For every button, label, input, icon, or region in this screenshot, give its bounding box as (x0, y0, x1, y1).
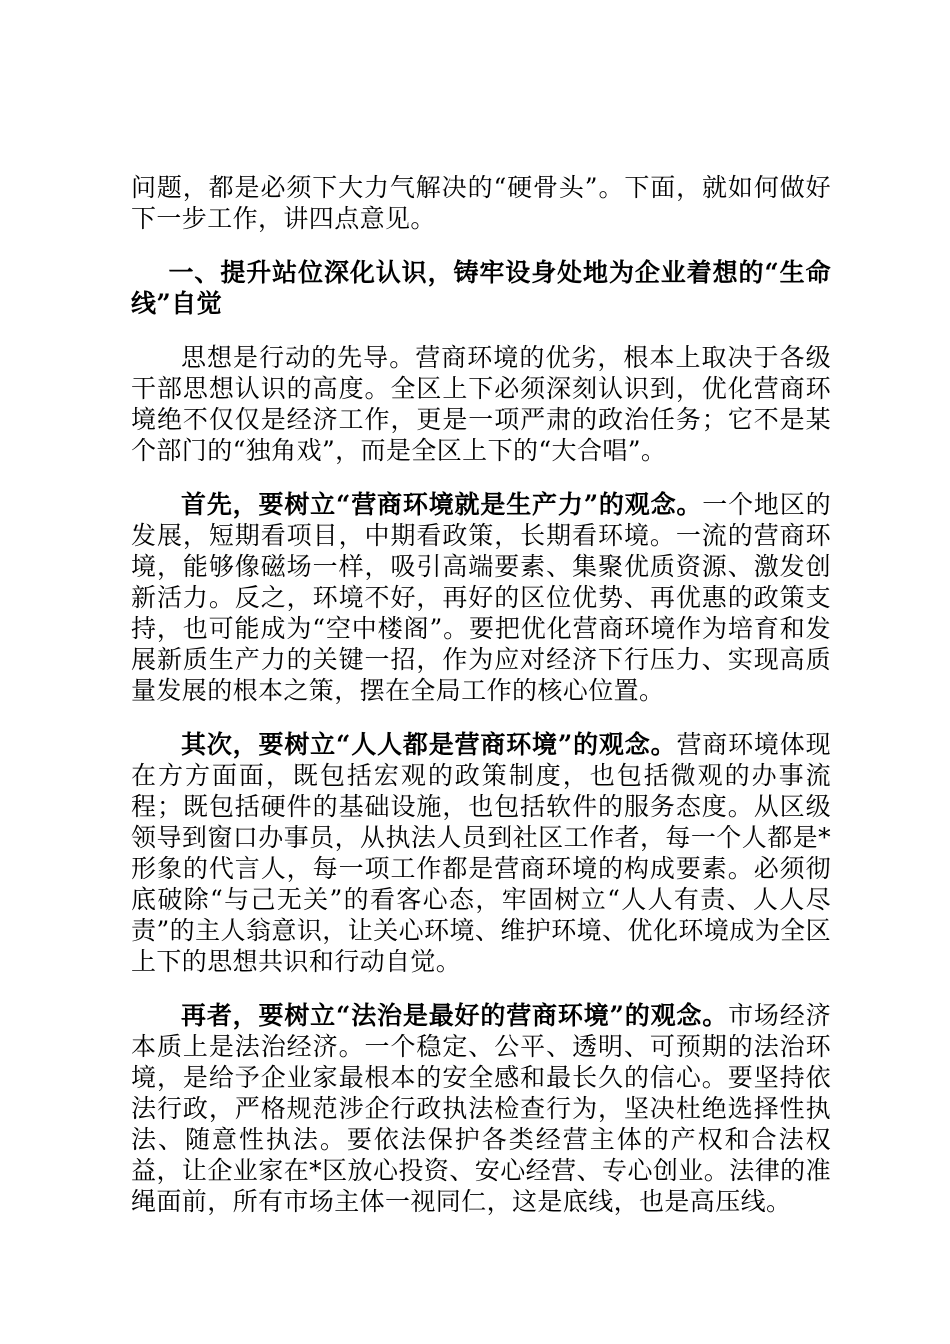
paragraph-lead-sentence: 首先，要树立“营商环境就是生产力”的观念。 (181, 490, 703, 519)
section-heading-1: 一、提升站位深化认识，铸牢设身处地为企业着想的“生命线”自觉 (131, 258, 831, 318)
paragraph-body-text: 一个地区的发展，短期看项目，中期看政策，长期看环境。一流的营商环境，能够像磁场一样，吸引高端要素、集聚优质资源、激发创新活力。反之，环境不好，再好的区位优势、再优惠的政策支持，也可能成为“空中楼阁”。要把优化营商环境作为培育和发展新质生产力的关键一招，作为应对经济下行压力、实现高质量发展的根本之策，摆在全局工作的核心位置。 (131, 490, 831, 705)
paragraph-productivity (131, 489, 831, 706)
paragraph-body-text: 营商环境体现在方方面面，既包括宏观的政策制度，也包括微观的办事流程；既包括硬件的基础设施，也包括软件的服务态度。从区级领导到窗口办事员，从执法人员到社区工作者，每一个人都是*形象的代言人，每一项工作都是营商环境的构成要素。必须彻底破除“与己无关”的看客心态，牢固树立“人人有责、人人尽责”的主人翁意识，让关心环境、维护环境、优化环境成为全区上下的思想共识和行动自觉。 (131, 730, 832, 976)
paragraph-lead-sentence: 其次，要树立“人人都是营商环境”的观念。 (181, 730, 677, 759)
paragraph-thinking: 思想是行动的先导。营商环境的优劣，根本上取决于各级干部思想认识的高度。全区上下必须深刻认识到，优化营商环境绝不仅仅是经济工作，更是一项严肃的政治任务；它不是某个部门的“独角戏”，而是全区上下的“大合唱”。 (131, 343, 831, 465)
paragraph-everyone (131, 729, 831, 977)
paragraph-continued: 问题，都是必须下大力气解决的“硬骨头”。下面，就如何做好下一步工作，讲四点意见。 (131, 173, 831, 233)
paragraph-lead-sentence: 再者，要树立“法治是最好的营商环境”的观念。 (181, 1001, 729, 1030)
document-body (131, 172, 831, 1240)
paragraph-rule-of-law (131, 1000, 831, 1217)
paragraph-body-text: 市场经济本质上是法治经济。一个稳定、公平、透明、可预期的法治环境，是给予企业家最根本的安全感和最长久的信心。要坚持依法行政，严格规范涉企行政执法检查行为，坚决杜绝选择性执法、随意性执法。要依法保护各类经营主体的产权和合法权益，让企业家在*区放心投资、安心经营、专心创业。法律的准绳面前，所有市场主体一视同仁，这是底线，也是高压线。 (131, 1001, 831, 1216)
